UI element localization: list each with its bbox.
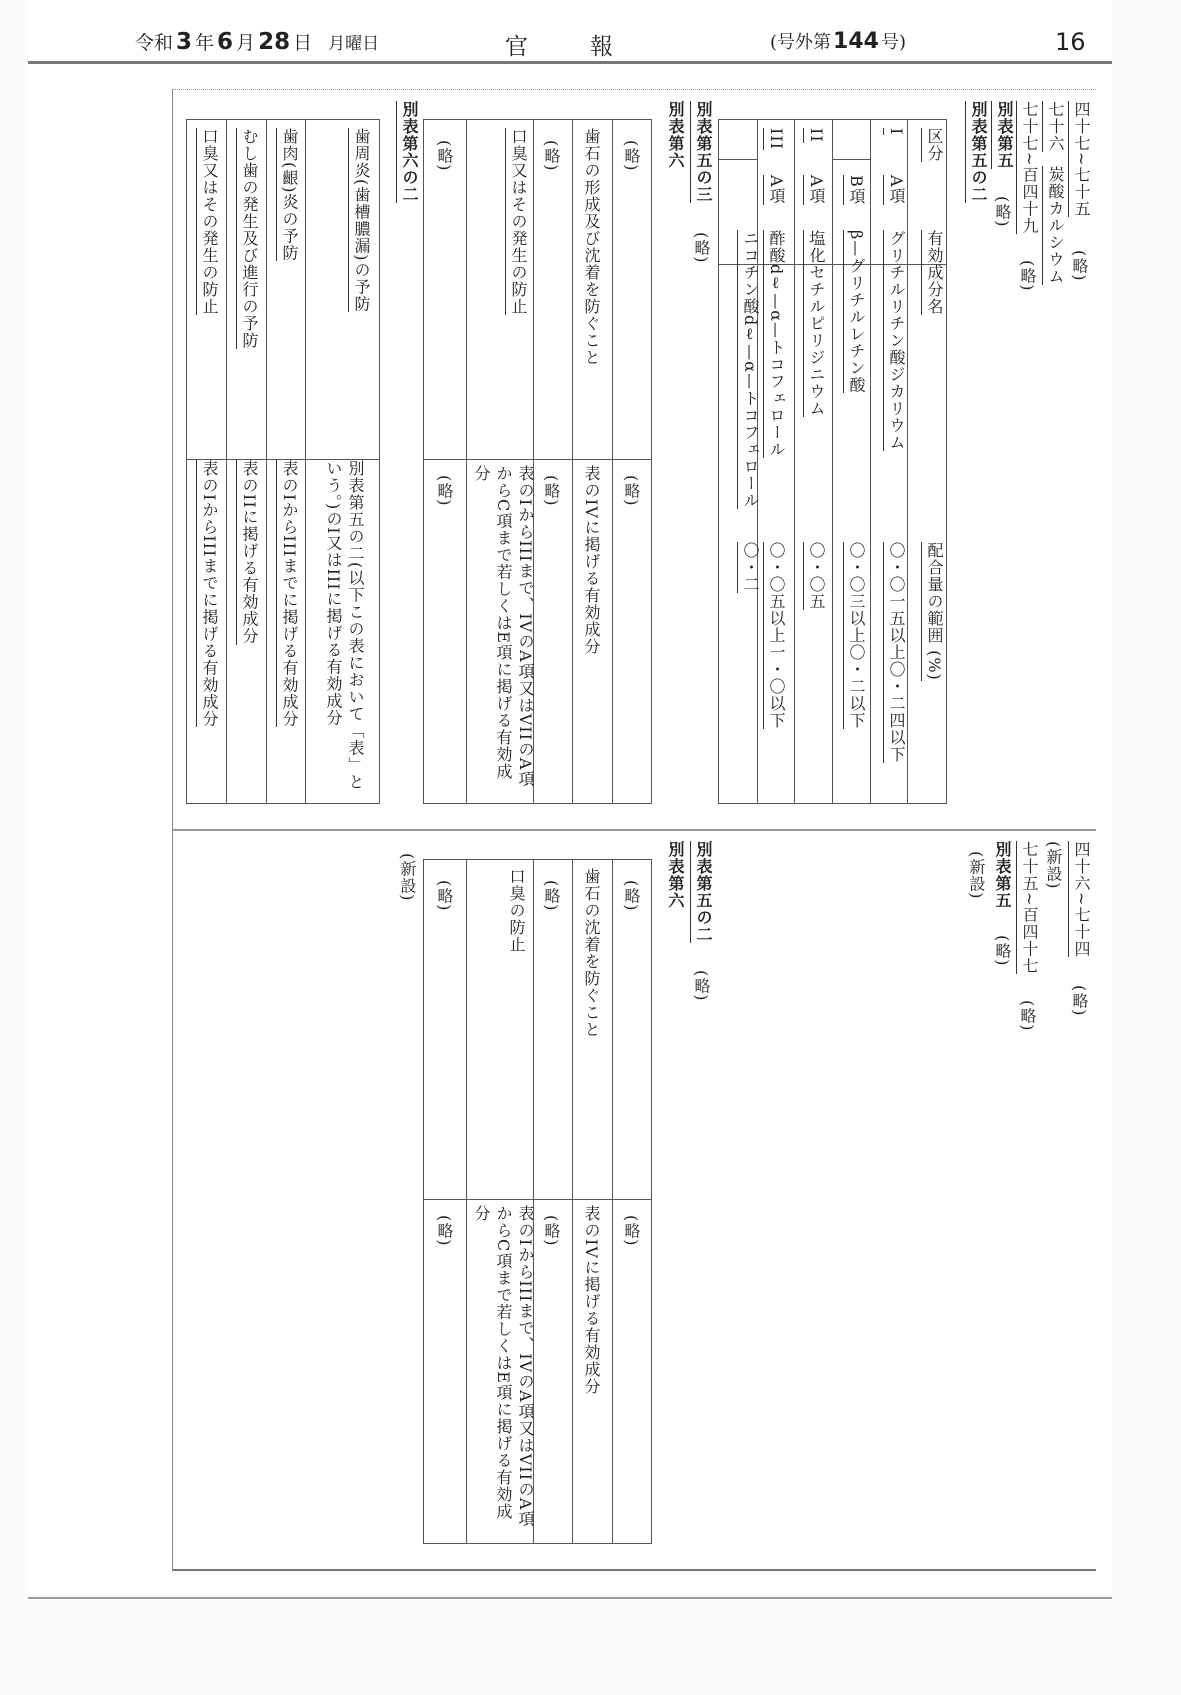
sub-label: A項 (883, 175, 907, 205)
ingredient: 表のIVに掲げる有効成分 (582, 465, 601, 655)
ingredient: 酢酸dℓ—α—トコフェロール (763, 230, 787, 458)
page-number: 16 (1055, 28, 1086, 56)
effect: 口臭又はその発生の防止 (505, 128, 529, 315)
ingredient: (略) (542, 475, 561, 507)
table-title: 別表第六 (666, 101, 685, 169)
revision-divider (172, 829, 1096, 831)
effect: (略) (622, 880, 641, 912)
ingredient: 別表第五の二(以下この表において「表」という。)のI又はIIIに掲げる有効成分 (324, 460, 365, 791)
item-label: 七十七~百四十九 (1016, 101, 1040, 234)
ingredient: 塩化セチルピリジニウム (803, 230, 827, 417)
ingredient: グリチルリチン酸ジカリウム (883, 230, 907, 451)
ingredient: (略) (542, 1215, 561, 1247)
table-header: 区分 (921, 128, 945, 162)
group-label: I (883, 128, 907, 135)
item-text: (略) (1018, 260, 1037, 292)
ingredient: 表のIIに掲げる有効成分 (236, 460, 260, 645)
table-header: 有効成分名 (921, 230, 945, 315)
range: 〇・〇三以上〇・二以下 (843, 542, 867, 729)
effect: (略) (435, 880, 454, 912)
effect: 歯肉(齦)炎の予防 (276, 128, 300, 261)
item-text: (新設) (1044, 841, 1063, 890)
ingredient: 表のIからIIIまで、IVのA項又はVIIのA項からC項まで若しくはE項に掲げる有効成分 (472, 465, 535, 788)
table-title: 別表第五の二 (690, 841, 714, 943)
effect: 歯周炎(歯槽膿漏)の予防 (348, 128, 372, 312)
ingredient: 表のIVに掲げる有効成分 (582, 1205, 601, 1395)
item-label: 四十七~七十五 (1068, 101, 1092, 217)
table-text: (新設) (967, 851, 986, 900)
item-label: 四十六~七十四 (1068, 841, 1092, 957)
page-bottom-rule (28, 1597, 1112, 1599)
ingredient: (略) (622, 1215, 641, 1247)
ingredient: β—グリチルレチン酸 (843, 230, 867, 393)
table-title: 別表第五の二 (965, 101, 989, 203)
table-text: (略) (993, 935, 1012, 967)
effect: 歯石の沈着を防ぐこと (582, 868, 601, 1038)
range: 〇・〇一五以上〇・二四以下 (883, 542, 907, 763)
table-title: 別表第六の二 (396, 101, 420, 203)
effect: (略) (542, 140, 561, 172)
ingredient: (略) (622, 475, 641, 507)
item-text: 炭酸カルシウム (1042, 166, 1066, 285)
group-label: III (763, 128, 787, 150)
header-rule (28, 61, 1112, 64)
table-title: 別表第五 (993, 841, 1012, 909)
effect: 口臭又はその発生の防止 (196, 128, 220, 315)
table-6-original (423, 859, 652, 1544)
effect: (略) (622, 140, 641, 172)
ingredient: (略) (435, 1215, 454, 1247)
range: 〇・〇五以上一・〇以下 (763, 542, 787, 729)
effect: 口臭の防止 (507, 868, 526, 953)
table-text: (略) (993, 196, 1012, 228)
range: 〇・二 (737, 542, 761, 593)
table-text: (略) (692, 232, 711, 264)
table-title: 別表第六 (666, 841, 685, 909)
effect: (略) (435, 140, 454, 172)
table-title: 別表第五の三 (690, 101, 714, 203)
group-label: II (803, 128, 827, 143)
ingredient: 表のIからIIIまでに掲げる有効成分 (196, 460, 220, 727)
item-label: 七十五~百四十七 (1016, 841, 1040, 974)
ingredient: 表のIからIIIまで、IVのA項又はVIIのA項からC項まで若しくはE項に掲げる有効成分 (472, 1205, 535, 1528)
item-text: (略) (1070, 985, 1089, 1017)
sub-label: A項 (803, 175, 827, 205)
table-text: (略) (692, 970, 711, 1002)
item-text: (略) (1018, 1000, 1037, 1032)
ingredient: (略) (435, 475, 454, 507)
table-text: (新設) (398, 853, 417, 902)
effect: 歯石の形成及び沈着を防ぐこと (582, 128, 601, 366)
sub-label: B項 (843, 175, 867, 205)
effect: (略) (542, 880, 561, 912)
item-label: 七十六 (1042, 101, 1066, 152)
table-header: 配合量の範囲 (%) (921, 542, 945, 681)
issue-date: 令和 3 年 6 月 28 日 月曜日 (135, 29, 380, 55)
effect: むし歯の発生及び進行の予防 (236, 128, 260, 349)
sub-label: A項 (763, 175, 787, 205)
issue-number: (号外第144 号) (770, 29, 906, 54)
table-title: 別表第五 (991, 101, 1015, 169)
ingredient: ニコチン酸dℓ—α—トコフェロール (737, 230, 761, 509)
range: 〇・〇五 (803, 542, 827, 610)
gazette-title: 官報 (505, 34, 675, 60)
item-text: (略) (1070, 250, 1089, 282)
table-6 (423, 119, 652, 804)
ingredient: 表のIからIIIまでに掲げる有効成分 (276, 460, 300, 727)
